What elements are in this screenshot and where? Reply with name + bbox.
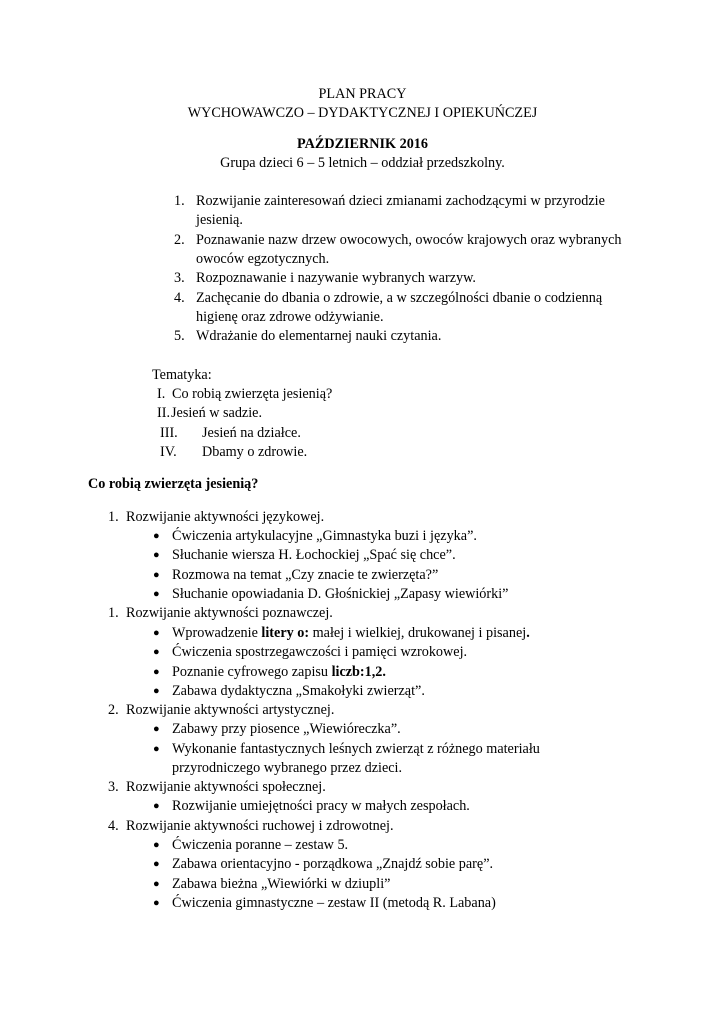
area-title: Rozwijanie aktywności poznawczej.	[126, 605, 333, 621]
area-title: Rozwijanie aktywności społecznej.	[126, 779, 326, 795]
bullet-icon: ●	[153, 878, 160, 890]
activity-text: Ćwiczenia gimnastyczne – zestaw II (metodą R. Labana)	[172, 895, 496, 911]
area-title: Rozwijanie aktywności artystycznej.	[126, 702, 335, 718]
goal-number: 5.	[174, 328, 185, 344]
bullet-icon: ●	[153, 549, 160, 561]
bullet-icon: ●	[153, 588, 160, 600]
bullet-icon: ●	[153, 743, 160, 755]
activity-text: Rozmowa na temat „Czy znacie te zwierzęta?”	[172, 567, 439, 583]
activity-text: Słuchanie wiersza H. Łochockiej „Spać się chce”.	[172, 547, 456, 563]
topic-text: Jesień na działce.	[202, 425, 301, 441]
bullet-icon: ●	[153, 800, 160, 812]
goal-text: Zachęcanie do dbania o zdrowie, a w szczególności dbanie o codzienną	[196, 290, 603, 306]
plan-subtitle: WYCHOWAWCZO – DYDAKTYCZNEJ I OPIEKUŃCZEJ	[187, 105, 538, 121]
activity-text: Wprowadzenie litery o: małej i wielkiej, drukowanej i pisanej.	[172, 625, 530, 641]
topic-number: I.	[157, 386, 166, 402]
activity-text: Rozwijanie umiejętności pracy w małych zespołach.	[172, 798, 470, 814]
section-title: Co robią zwierzęta jesienią?	[88, 476, 259, 492]
activity-text: Wykonanie fantastycznych leśnych zwierząt z różnego materiału	[172, 741, 540, 757]
activity-text: Zabawy przy piosence „Wiewióreczka”.	[172, 721, 401, 737]
month-heading: PAŹDZIERNIK 2016	[297, 136, 428, 152]
topic-text: Jesień w sadzie.	[171, 405, 263, 421]
goal-text: Wdrażanie do elementarnej nauki czytania.	[196, 328, 442, 344]
plan-title: PLAN PRACY	[318, 86, 407, 102]
goal-number: 3.	[174, 270, 185, 286]
bullet-icon: ●	[153, 569, 160, 581]
topic-number: II.	[157, 405, 170, 421]
goal-number: 2.	[174, 232, 185, 248]
activity-text: Zabawa bieżna „Wiewiórki w dziupli”	[172, 876, 391, 892]
bullet-icon: ●	[153, 530, 160, 542]
activity-text: przyrodniczego wybranego przez dzieci.	[172, 760, 403, 776]
activity-text: Ćwiczenia spostrzegawczości i pamięci wzrokowej.	[172, 644, 468, 660]
area-number: 1.	[108, 509, 119, 525]
activity-text: Zabawa dydaktyczna „Smakołyki zwierząt”.	[172, 683, 425, 699]
topic-text: Co robią zwierzęta jesienią?	[172, 386, 333, 402]
area-title: Rozwijanie aktywności językowej.	[126, 509, 325, 525]
goal-text: Rozpoznawanie i nazywanie wybranych warzyw.	[196, 270, 476, 286]
group-description: Grupa dzieci 6 – 5 letnich – oddział przedszkolny.	[220, 155, 505, 171]
activity-text: Zabawa orientacyjno - porządkowa „Znajdź sobie parę”.	[172, 856, 494, 872]
bullet-icon: ●	[153, 723, 160, 735]
goal-text: jesienią.	[196, 212, 243, 228]
bullet-icon: ●	[153, 646, 160, 658]
area-number: 3.	[108, 779, 119, 795]
goal-text: higienę oraz zdrowe odżywianie.	[196, 309, 384, 325]
bullet-icon: ●	[153, 839, 160, 851]
area-number: 1.	[108, 605, 119, 621]
topic-text: Dbamy o zdrowie.	[202, 444, 308, 460]
bullet-icon: ●	[153, 666, 160, 678]
topics-label: Tematyka:	[152, 367, 212, 383]
bullet-icon: ●	[153, 685, 160, 697]
activity-text: Poznanie cyfrowego zapisu liczb:1,2.	[172, 664, 386, 680]
goal-number: 1.	[174, 193, 185, 209]
bullet-icon: ●	[153, 897, 160, 909]
activity-text: Ćwiczenia poranne – zestaw 5.	[172, 837, 349, 853]
topic-number: IV.	[160, 444, 177, 460]
topic-number: III.	[160, 425, 178, 441]
activity-text: Ćwiczenia artykulacyjne „Gimnastyka buzi i języka”.	[172, 528, 477, 544]
goal-text: Rozwijanie zainteresowań dzieci zmianami zachodzącymi w przyrodzie	[196, 193, 605, 209]
area-number: 2.	[108, 702, 119, 718]
area-title: Rozwijanie aktywności ruchowej i zdrowotnej.	[126, 818, 394, 834]
goal-number: 4.	[174, 290, 185, 306]
bullet-icon: ●	[153, 858, 160, 870]
goal-text: Poznawanie nazw drzew owocowych, owoców krajowych oraz wybranych	[196, 232, 622, 248]
area-number: 4.	[108, 818, 119, 834]
activity-text: Słuchanie opowiadania D. Głośnickiej „Zapasy wiewiórki”	[172, 586, 509, 602]
bullet-icon: ●	[153, 627, 160, 639]
goal-text: owoców egzotycznych.	[196, 251, 330, 267]
